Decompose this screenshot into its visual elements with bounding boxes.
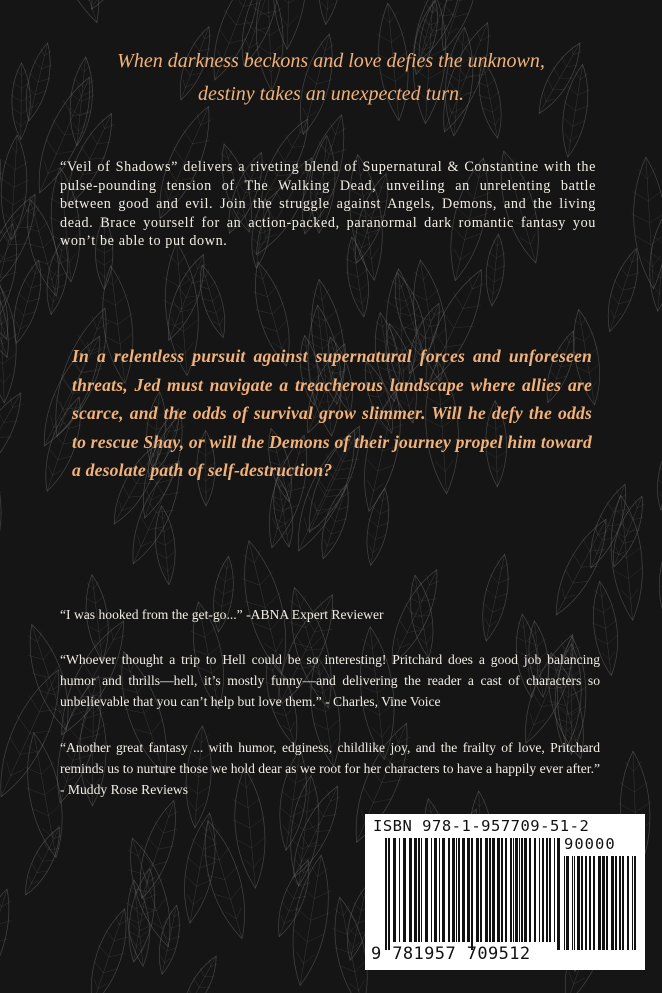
barcode-bar xyxy=(421,838,422,942)
barcode-bar xyxy=(519,838,520,942)
barcode-bar xyxy=(501,838,503,942)
barcode-bar xyxy=(589,856,591,950)
ean-barcode-bars xyxy=(385,838,561,950)
barcode-bar xyxy=(431,838,432,942)
barcode-bar xyxy=(505,838,507,942)
barcode-bar xyxy=(585,856,587,950)
feather-leaf xyxy=(650,516,662,613)
barcode-bar xyxy=(598,856,601,950)
plot-pitch: In a relentless pursuit against supernatural forces and unforeseen threats, Jed must navigate a treacherous landscape where allies are scarce, and the odds of survival grow slimmer. Will he defy the odds to rescue Shay, or will the Demons of their journey propel him toward a desolate path of self-destruction? xyxy=(72,346,592,480)
barcode-bar xyxy=(557,838,560,950)
barcode-bar xyxy=(606,856,608,950)
barcode-bar xyxy=(615,856,617,950)
barcode-bar xyxy=(448,838,450,942)
barcode-bar xyxy=(492,838,495,942)
barcode-bar xyxy=(564,856,565,950)
barcode-bar xyxy=(467,838,470,942)
feather-leaf xyxy=(655,0,662,65)
review-quote: “Whoever thought a trip to Hell could be so interesting! Pritchard does a good job balancing humor and thrills—hell, it’s mostly funny—and delivering the reader a cast of characters so unbelievable that you can’t help but love them.” - Charles, Vine Voice xyxy=(60,652,600,709)
feather-leaf xyxy=(0,134,31,240)
barcode-bar xyxy=(456,838,457,942)
feather-leaf xyxy=(192,816,258,943)
review-quote: “Another great fantasy ... with humor, edginess, childlike joy, and the frailty of love, Pritchard reminds us to nurture those we hold dear as we root for her characters to have a happily ever after.” - Muddy Rose Reviews xyxy=(60,740,600,797)
feather-leaf xyxy=(268,475,299,548)
barcode-bar xyxy=(622,856,624,950)
barcode-bar xyxy=(510,838,512,942)
barcode-bar xyxy=(513,838,514,942)
feather-leaf xyxy=(174,952,225,993)
barcode-bar xyxy=(489,838,491,942)
barcode-bar xyxy=(462,838,465,942)
barcode-bar xyxy=(497,838,500,942)
feather-leaf xyxy=(604,492,651,570)
barcode-bar xyxy=(549,838,551,942)
feather-leaf xyxy=(5,257,50,346)
barcode-bar xyxy=(480,838,482,942)
barcode-bar xyxy=(619,856,621,950)
barcode-bar xyxy=(574,856,575,950)
feather-leaf xyxy=(82,0,137,14)
feather-leaf xyxy=(313,481,357,562)
feather-leaf xyxy=(474,552,516,644)
barcode-bar xyxy=(566,856,569,950)
barcode-bar xyxy=(521,838,523,942)
feather-leaf xyxy=(0,12,4,134)
barcode-bar xyxy=(611,856,614,950)
price-code: 90000 xyxy=(564,835,616,853)
barcode-bar xyxy=(632,856,633,950)
barcode-bar xyxy=(393,838,396,942)
feather-leaf xyxy=(128,796,187,903)
barcode-bar xyxy=(542,838,544,942)
feather-leaf xyxy=(157,250,215,345)
feather-leaf xyxy=(80,905,138,993)
feather-leaf xyxy=(175,810,225,926)
barcode-bar xyxy=(539,838,540,942)
feather-leaf xyxy=(314,0,347,26)
barcode-bar xyxy=(577,856,580,950)
feather-leaf xyxy=(0,442,7,564)
tagline-line-2: destiny takes an unexpected turn. xyxy=(197,83,465,105)
barcode-bar xyxy=(414,838,417,942)
feather-leaf xyxy=(0,285,20,404)
feather-leaf xyxy=(651,437,662,512)
ean-digits: 9 781957 709512 xyxy=(371,944,531,964)
barcode-bar xyxy=(602,856,605,950)
addon-barcode-bars xyxy=(564,856,638,950)
feather-leaf xyxy=(656,824,662,913)
barcode-bar xyxy=(458,838,460,942)
isbn-label: ISBN 978-1-957709-51-2 xyxy=(373,817,590,835)
isbn-barcode xyxy=(365,814,645,970)
barcode-bar xyxy=(434,838,437,942)
barcode-bar xyxy=(529,838,531,942)
barcode-bar xyxy=(409,838,412,942)
barcode-bar xyxy=(627,856,629,950)
barcode-bar xyxy=(634,856,636,950)
barcode-bar xyxy=(485,838,488,942)
barcode-bar xyxy=(524,838,527,942)
feather-leaf xyxy=(151,505,180,586)
barcode-bar xyxy=(385,838,387,950)
barcode-bar xyxy=(471,838,473,950)
barcode-bar xyxy=(572,856,573,950)
barcode-bar xyxy=(399,838,400,942)
feather-leaf xyxy=(117,833,183,952)
feather-leaf xyxy=(580,480,637,573)
feather-leaf xyxy=(628,156,662,290)
barcode-bar xyxy=(546,838,548,942)
tagline-line-1: When darkness beckons and love defies the unknown, xyxy=(117,50,545,72)
book-blurb: “Veil of Shadows” delivers a riveting blend of Supernatural & Constantine with the pulse-pounding tension of The Walking Dead, unveiling an unrelenting battle between good and evil. Join the struggle against Angels, Demons, and the living dead. Brace yourself for an action-packed, paranormal dark romantic fantasy you won’t be able to put down. xyxy=(60,159,596,250)
barcode-bar xyxy=(476,838,479,942)
barcode-bar xyxy=(403,838,406,942)
feather-leaf xyxy=(36,0,114,28)
barcode-bar xyxy=(554,838,555,942)
barcode-bar xyxy=(581,856,583,950)
barcode-bar xyxy=(515,838,518,942)
barcode-bar xyxy=(442,838,445,942)
barcode-bar xyxy=(439,838,440,942)
barcode-bar xyxy=(452,838,455,942)
feather-leaf xyxy=(648,675,662,815)
barcode-bar xyxy=(593,856,595,950)
feather-leaf xyxy=(18,40,58,123)
feather-leaf xyxy=(0,884,22,993)
barcode-bar xyxy=(418,838,420,942)
feather-leaf xyxy=(360,486,395,567)
barcode-bar xyxy=(534,838,536,942)
barcode-bar xyxy=(388,838,390,950)
barcode-bar xyxy=(425,838,428,942)
feather-leaf xyxy=(268,0,311,50)
review-quote: “I was hooked from the get-go...” -ABNA Expert Reviewer xyxy=(60,607,384,622)
tagline xyxy=(60,45,602,111)
